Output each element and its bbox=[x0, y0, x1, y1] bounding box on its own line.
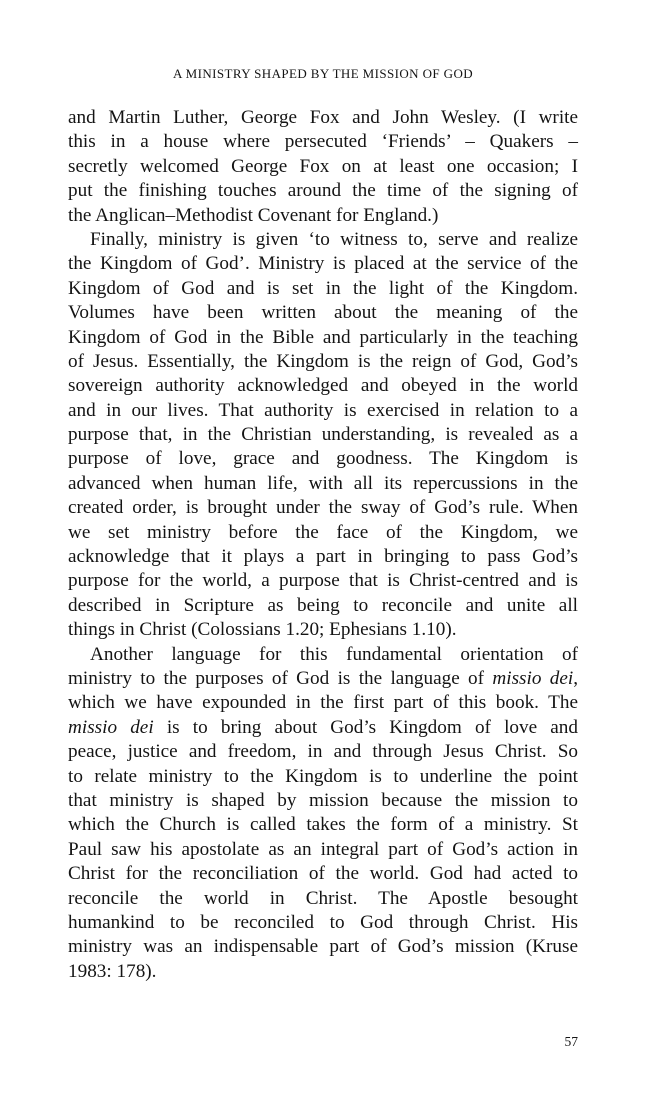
text-line: Kingdom of God and is set in the light of the Kingdom. bbox=[68, 277, 578, 299]
text-line: humankind to be reconciled to God through Christ. His bbox=[68, 911, 578, 933]
text-line: Paul saw his apostolate as an integral part of God’s action in bbox=[68, 838, 578, 860]
text-line: purpose of love, grace and goodness. The Kingdom is bbox=[68, 448, 578, 470]
text-line: secretly welcomed George Fox on at least one occasion; I bbox=[68, 155, 578, 177]
text-line: described in Scripture as being to reconcile and unite all bbox=[68, 594, 578, 616]
text-line: reconcile the world in Christ. The Apostle besought bbox=[68, 887, 578, 909]
text-line: sovereign authority acknowledged and obeyed in the world bbox=[68, 375, 578, 397]
text-line: Another language for this fundamental orientation of bbox=[90, 643, 578, 665]
text-line: acknowledge that it plays a part in bringing to pass God’s bbox=[68, 546, 578, 568]
text-line: put the finishing touches around the time of the signing of bbox=[68, 180, 578, 202]
italic-term: missio dei bbox=[492, 667, 574, 689]
text-line: Volumes have been written about the meaning of the bbox=[68, 302, 578, 324]
text-line: of Jesus. Essentially, the Kingdom is the reign of God, God’s bbox=[68, 350, 578, 372]
text-line: to relate ministry to the Kingdom is to underline the point bbox=[68, 765, 578, 787]
text-line: things in Christ (Colossians 1.20; Ephesians 1.10). bbox=[68, 619, 457, 641]
text-line: the Anglican–Methodist Covenant for England.) bbox=[68, 204, 439, 226]
italic-term: missio dei bbox=[68, 716, 154, 738]
body-text bbox=[68, 106, 578, 984]
text-line: we set ministry before the face of the Kingdom, we bbox=[68, 521, 578, 543]
text-line: which the Church is called takes the form of a ministry. St bbox=[68, 814, 578, 836]
text-line: Finally, ministry is given ‘to witness to, serve and realize bbox=[90, 228, 578, 250]
text-line: purpose for the world, a purpose that is Christ-centred and is bbox=[68, 570, 578, 592]
text-line: advanced when human life, with all its repercussions in the bbox=[68, 472, 578, 494]
paragraph bbox=[68, 228, 578, 643]
text-line: that ministry is shaped by mission because the mission to bbox=[68, 789, 578, 811]
text-line: and Martin Luther, George Fox and John Wesley. (I write bbox=[68, 107, 578, 128]
text-line: Kingdom of God in the Bible and particularly in the teaching bbox=[68, 326, 578, 348]
text-line: 1983: 178). bbox=[68, 960, 157, 982]
text-line: missio dei is to bring about God’s Kingdom of love and bbox=[68, 716, 578, 738]
text-line: Christ for the reconciliation of the world. God had acted to bbox=[68, 863, 578, 885]
text-line: and in our lives. That authority is exercised in relation to a bbox=[68, 399, 578, 421]
text-line: peace, justice and freedom, in and through Jesus Christ. So bbox=[68, 741, 578, 763]
paragraph bbox=[68, 643, 578, 984]
running-head: A MINISTRY SHAPED BY THE MISSION OF GOD bbox=[172, 66, 474, 81]
text-line: the Kingdom of God’. Ministry is placed at the service of the bbox=[68, 253, 578, 275]
text-line: this in a house where persecuted ‘Friends’ – Quakers – bbox=[68, 131, 578, 153]
text-line: ministry to the purposes of God is the language of missio dei, bbox=[68, 667, 578, 689]
text-line: created order, is brought under the sway of God’s rule. When bbox=[68, 497, 578, 519]
paragraph bbox=[68, 106, 578, 228]
page-number: 57 bbox=[564, 1034, 578, 1049]
text-line: ministry was an indispensable part of God’s mission (Kruse bbox=[68, 936, 578, 958]
text-line: which we have expounded in the first part of this book. The bbox=[68, 692, 578, 714]
text-line: purpose that, in the Christian understanding, is revealed as a bbox=[68, 424, 578, 446]
